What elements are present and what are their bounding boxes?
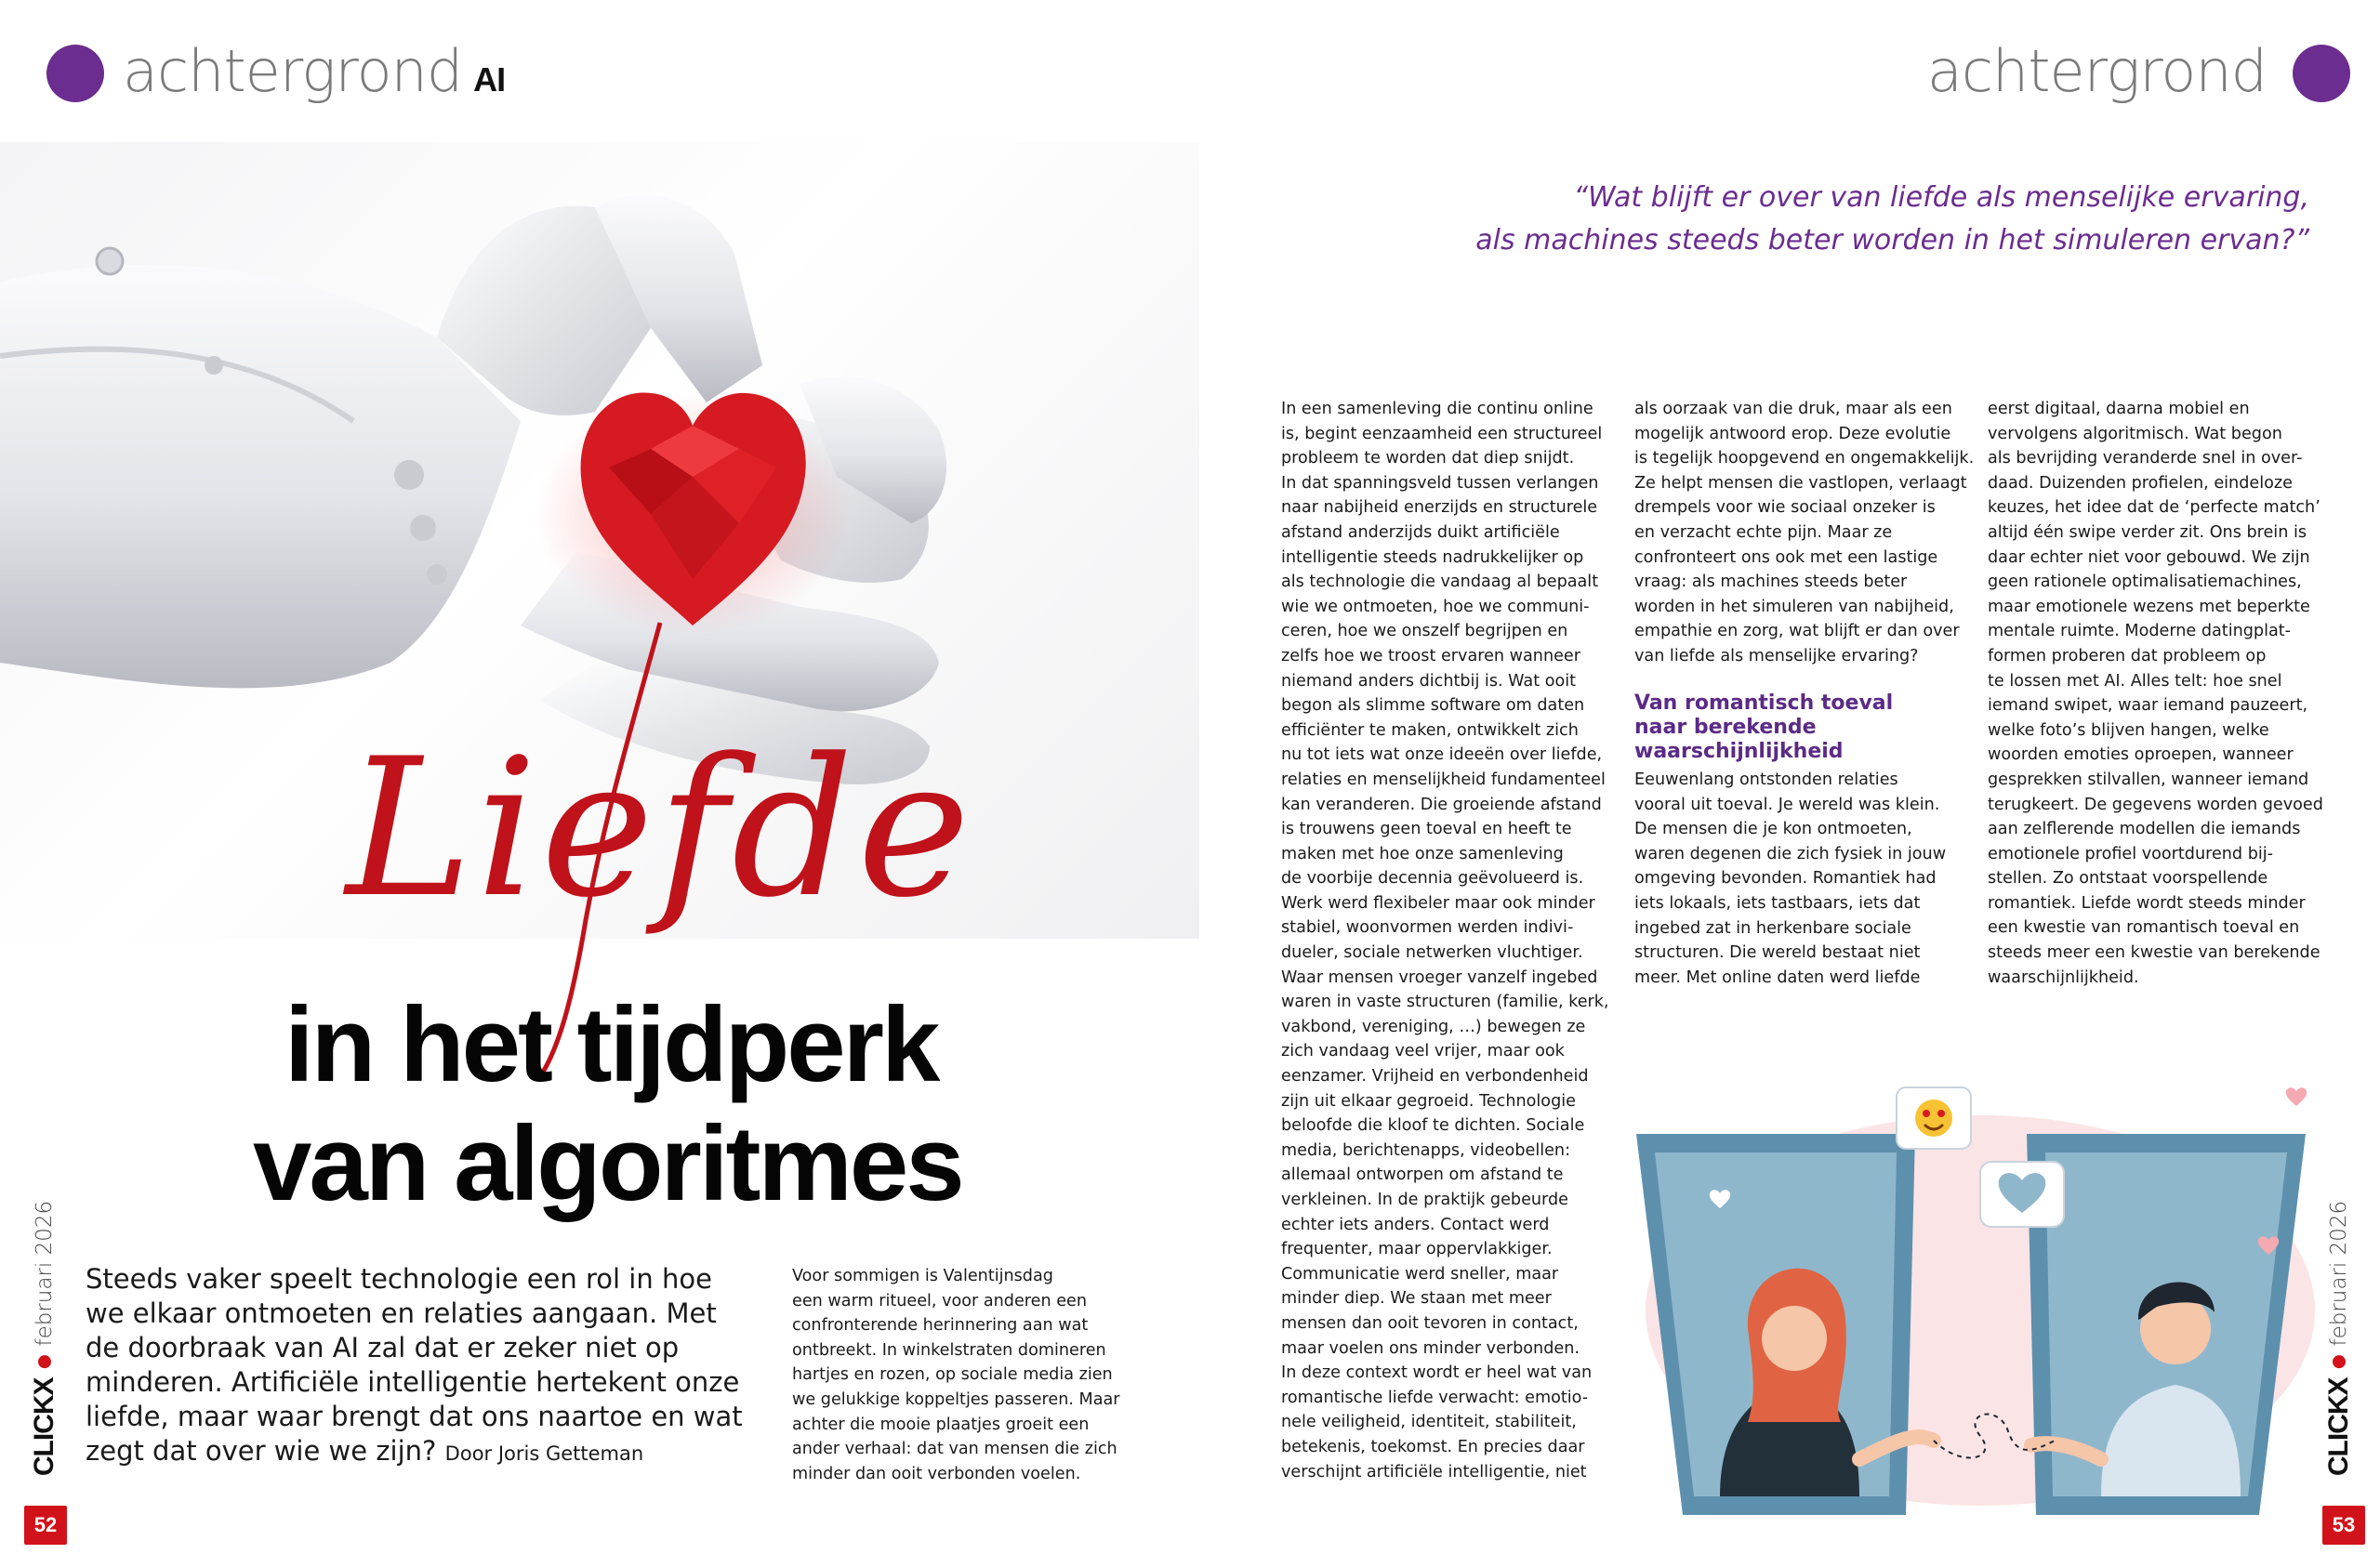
right-page-sidebar bbox=[2311, 1190, 2367, 1487]
magazine-logo-right: CLICKX bbox=[2323, 1377, 2354, 1477]
section-label: achtergrond bbox=[123, 37, 463, 105]
issue-date-right: februari 2026 bbox=[2327, 1200, 2351, 1347]
headline-line2: van algoritmes bbox=[253, 1105, 962, 1223]
section-dot-icon-right bbox=[2293, 45, 2350, 102]
page-number-left: 52 bbox=[24, 1506, 67, 1545]
dating-phones-illustration bbox=[1627, 1069, 2315, 1534]
section-sub-label: AI bbox=[473, 60, 506, 99]
page-number-right: 53 bbox=[2322, 1506, 2365, 1545]
separator-dot-icon-right bbox=[2333, 1356, 2346, 1369]
headline-line1: in het tijdperk bbox=[284, 986, 938, 1104]
intro-lead: Steeds vaker speelt technologie een rol in hoe we elkaar ontmoeten en relaties aangaan. Met de doorbraak van AI zal dat er zeker niet op minderen. Artificiële intelligentie hertekent onze liefde, maar waar brengt dat ons naartoe en wat zegt dat over wie we zijn? bbox=[86, 1263, 743, 1467]
right-column-3: eerst digitaal, daarna mobiel en vervolgens algoritmisch. Wat begon als bevrijding veranderde snel in over- daad. Duizenden profielen, eindeloze keuzes, het idee dat de ‘perfecte match’ altijd één swipe verder zit. Ons brein is daar echter niet voor gebouwd. We zijn geen rationele optimalisatiemachines, maar emotionele wezens met beperkte mentale ruimte. Moderne datingplat- formen proberen dat probleem op te lossen met AI. Alles telt: hoe snel iemand swipet, waar iemand pauzeert, welke foto’s blijven hangen, welke woorden emoties oproepen, wanneer gesprekken stilvallen, wanneer iemand terugkeert. De gegevens worden gevoed aan zelflerende modellen die iemands emotionele profiel voortdurend bij- stellen. Zo ontstaat voorspellende romantiek. Liefde wordt steeds minder een kwestie van romantisch toeval en steeds meer een kwestie van berekende waarschijnlijkheid. bbox=[1988, 400, 2323, 987]
section-subheading: Van romantisch toeval naar berekende waarschijnlijkheid bbox=[1634, 691, 1894, 763]
title-script: Liefde bbox=[346, 718, 974, 940]
left-body-column: Voor sommigen is Valentijnsdag een warm ritueel, voor anderen een confronterende herinnering aan wat ontbreekt. In winkelstraten domineren hartjes en rozen, op sociale media zien we gelukkige koppeltjes passeren. Maar achter die mooie plaatjes groeit een ander verhaal: dat van mensen die zich minder dan ooit verbonden voelen. bbox=[792, 1267, 1120, 1483]
right-column-2: als oorzaak van die druk, maar als een mogelijk antwoord erop. Deze evolutie is tegelijk hoopgevend en ongemakkelijk. Ze helpt mensen die vastlopen, verlaagt drempels voor wie sociaal onzeker is en verzacht echte pijn. Maar ze confronteert ons ook met een lastige vraag: als machines steeds beter worden in het simuleren van nabijheid, empathie en zorg, wat blijft er dan over van liefde als menselijke ervaring? bbox=[1634, 400, 1975, 665]
issue-date: februari 2026 bbox=[33, 1200, 57, 1347]
byline: Door Joris Getteman bbox=[444, 1442, 644, 1465]
intro-text bbox=[86, 1262, 755, 1471]
right-column-1: In een samenleving die continu online is, begint eenzaamheid een structureel probleem te worden dat diep snijdt. In dat spanningsveld tussen verlangen naar nabijheid enerzijds en structurele afstand anderzijds duikt artificiële intelligentie steeds nadrukkelijker op als technologie die vandaag al bepaalt wie we ontmoeten, hoe we communi- ceren, hoe we onszelf begrijpen en zelfs hoe we troost ervaren wanneer niemand anders dichtbij is. Wat ooit begon als slimme software om daten efficiënter te maken, ontwikkelt zich nu tot iets wat onze ideeën over liefde, relaties en menselijkheid fundamenteel kan veranderen. Die groeiende afstand is trouwens geen toeval en heeft te maken met hoe onze samenleving de voorbije decennia geëvolueerd is. Werk werd flexibeler maar ook minder stabiel, woonvormen werden indivi- dueler, sociale netwerken vluchtiger. Waar mensen vroeger vanzelf ingebed waren in vaste structuren (familie, kerk, vakbond, vereniging, …) bewegen ze zich vandaag veel vrijer, maar ook eenzamer. Vrijheid en verbondenheid zijn uit elkaar gegroeid. Technologie beloofde die kloof te dichten. Sociale media, berichtenapps, videobellen: allemaal ontworpen om afstand te verkleinen. In de praktijk gebeurde echter iets anders. Contact werd frequenter, maar oppervlakkiger. Communicatie werd sneller, maar minder diep. We staan met meer mensen dan ooit tevoren in contact, maar voelen ons minder verbonden. In deze context wordt er heel wat van romantische liefde verwacht: emotio- nele veiligheid, identiteit, stabiliteit, betekenis, toekomst. En precies daar verschijnt artificiële intelligentie, niet bbox=[1281, 400, 1609, 1481]
section-dot-icon bbox=[46, 45, 104, 102]
right-column-2b: Eeuwenlang ontstonden relaties vooral uit toeval. Je wereld was klein. De mensen die je kon ontmoeten, waren degenen die zich fysiek in jouw omgeving bevonden. Romantiek had iets lokaals, iets tastbaars, iets dat ingebed zat in herkenbare sociale structuren. Die wereld bestaat niet meer. Met online daten werd liefde bbox=[1634, 770, 1947, 987]
left-page-sidebar bbox=[17, 1190, 73, 1487]
section-header-right: achtergrond bbox=[1926, 37, 2267, 105]
magazine-logo: CLICKX bbox=[29, 1377, 60, 1477]
pull-quote: “Wat blijft er over van liefde als menselijke ervaring, als machines steeds beter worden in het simuleren ervan?” bbox=[1475, 181, 2309, 257]
separator-dot-icon bbox=[38, 1356, 51, 1369]
section-header-left bbox=[123, 37, 506, 105]
